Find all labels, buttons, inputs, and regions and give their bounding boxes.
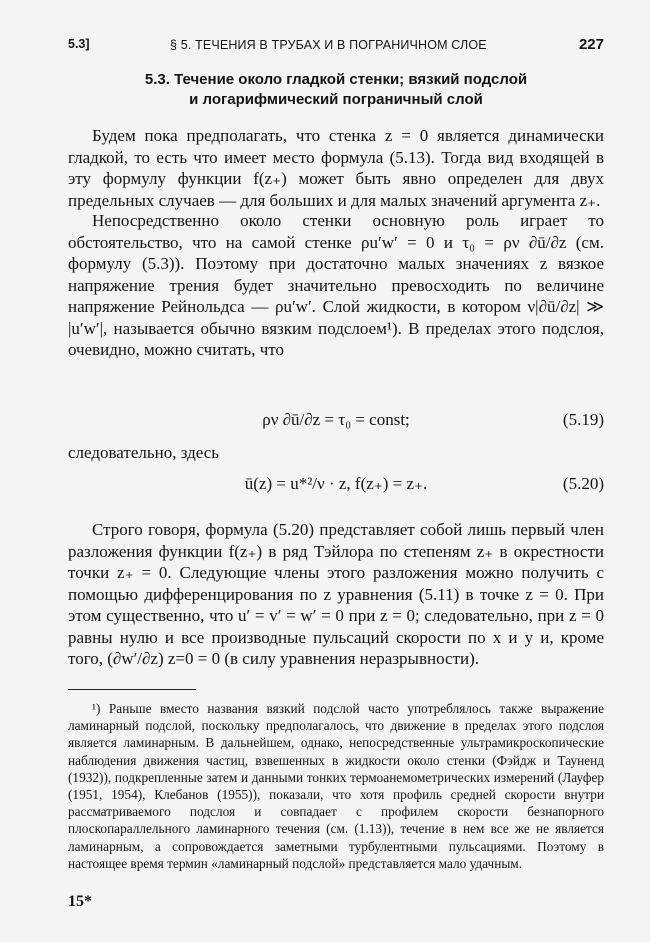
paragraph-1: Будем пока предполагать, что стенка z = 0 является динамически гладкой, то есть что имеет место формула (5.13). Тогда вид входящей в эту формулу функции f(z₊) может быть явно определен для двух предельных случаев — для больших и для малых значений аргумента z₊. bbox=[68, 126, 604, 210]
section-title bbox=[68, 70, 604, 110]
equation-number: (5.20) bbox=[562, 474, 604, 493]
equation-formula: ρν ∂ū/∂z = τ₀ = const; bbox=[262, 410, 410, 429]
equation-5-19 bbox=[68, 403, 604, 437]
footnote-divider bbox=[68, 689, 196, 690]
equation-formula: ū(z) = u*²/ν · z, f(z₊) = z₊. bbox=[244, 474, 428, 493]
equation-number: (5.19) bbox=[562, 410, 604, 429]
footnote: ¹) Раньше вместо названия вязкий подслой часто употреблялось также выражение ламинарный подслой, поскольку предполагалось, что движение в пределах этого подслоя является ламинарным. В дальнейшем, однако, непосредственные ультрамикроскопические наблюдения движения частиц, взвешенных в жидкости около стенки (Фэйдж и Тауненд (1932)), подкрепленные затем и данными тонких термоанемометрических измерений (Лауфер (1951, 1954), Клебанов (1955)), показали, что хотя профиль средней скорости внутри рассматриваемого подслоя и совпадает с профилем скорости безнапорного плоскопараллельного ламинарного течения (см. (1.13)), течение в нем все же не является ламинарным, а сопровождается заметными турбулентными пульсациями. Поэтому в настоящее время термин «ламинарный подслой» представляется мало удачным. bbox=[68, 701, 604, 871]
paragraph-2: Непосредственно около стенки основную роль играет то обстоятельство, что на самой стенке ρu′w′ = 0 и τ₀ = ρν ∂ū/∂z (см. формулу (5.3)). Поэтому при достаточно малых значениях z вязкое напряжение трения будет значительно превосходить по величине напряжение Рейнольдса — ρu′w′. Слой жидкости, в котором ν|∂ū/∂z| ≫ |u′w′|, называется обычно вязким подслоем¹). В пределах этого подслоя, очевидно, можно считать, что bbox=[68, 211, 604, 359]
connecting-text: следовательно, здесь bbox=[68, 443, 220, 462]
section-title-line-1: 5.3. Течение около гладкой стенки; вязкий подслой bbox=[144, 71, 528, 88]
running-header bbox=[68, 36, 604, 56]
page-number: 227 bbox=[578, 36, 604, 53]
section-title-line-2: и логарифмический пограничный слой bbox=[189, 91, 483, 108]
section-ref: 5.3] bbox=[68, 37, 90, 51]
paragraph-3: Строго говоря, формула (5.20) представляет собой лишь первый член разложения функции f(z₊) в ряд Тэйлора по степеням z₊ в окрестности точки z₊ = 0. Следующие члены этого разложения можно получить с помощью дифференцирования по z уравнения (5.11) в точке z = 0. При этом существенно, что u′ = v′ = w′ = 0 при z = 0; следовательно, при z = 0 равны нулю и все производные пульсаций скорости по x и y и, кроме того, (∂w′/∂z) z=0 = 0 (в силу уравнения неразрывности). bbox=[68, 520, 604, 668]
running-title: § 5. ТЕЧЕНИЯ В ТРУБАХ И В ПОГРАНИЧНОМ СЛОЕ bbox=[170, 38, 487, 52]
equation-5-20 bbox=[68, 467, 604, 501]
signature-mark: 15* bbox=[68, 893, 92, 910]
